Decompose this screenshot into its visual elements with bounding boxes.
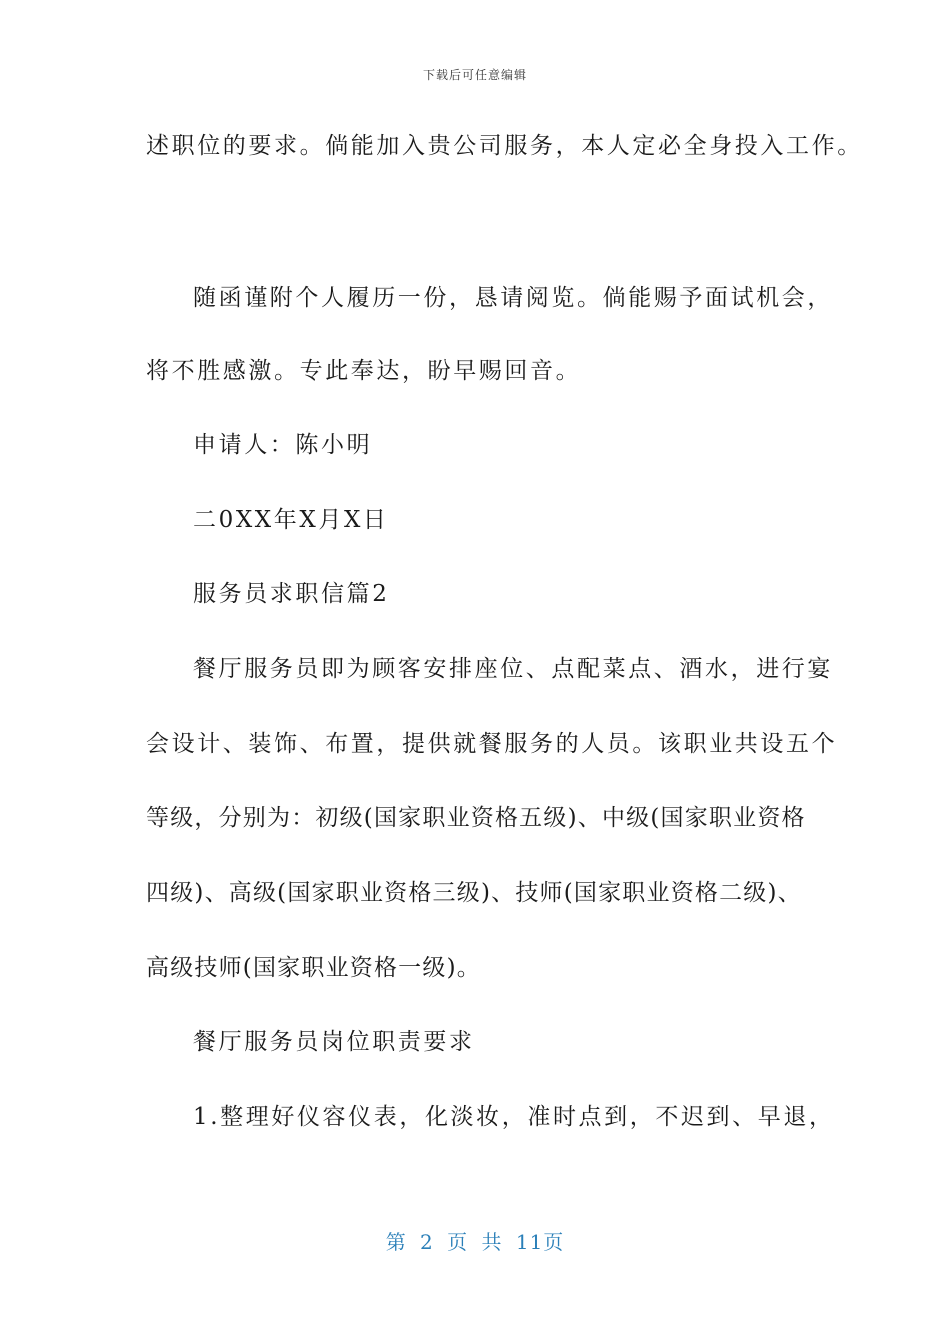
applicant-line: 申请人：陈小明: [193, 432, 373, 458]
page-number-footer: 第 2 页 共 11页: [385, 1230, 565, 1254]
page-header: 下载后可任意编辑: [422, 68, 527, 82]
body-line-3: 将不胜感激。专此奉达，盼早赐回音。: [146, 358, 582, 384]
body-line-7: 餐厅服务员即为顾客安排座位、点配菜点、酒水，进行宴: [193, 656, 833, 682]
body-line-2: 随函谨附个人履历一份，恳请阅览。倘能赐予面试机会，: [193, 285, 833, 311]
section-heading: 服务员求职信篇2: [193, 581, 390, 607]
body-line-10: 四级)、高级(国家职业资格三级)、技师(国家职业资格二级)、: [146, 880, 802, 906]
body-line-11: 高级技师(国家职业资格一级)。: [146, 955, 481, 981]
list-item-1: 1.整理好仪容仪表，化淡妆，准时点到，不迟到、早退，: [193, 1104, 835, 1130]
body-line-1: 述职位的要求。倘能加入贵公司服务，本人定必全身投入工作。: [146, 133, 863, 159]
subsection-heading: 餐厅服务员岗位职责要求: [193, 1029, 475, 1055]
date-line: 二0XX年X月X日: [193, 507, 389, 533]
body-line-8: 会设计、装饰、布置，提供就餐服务的人员。该职业共设五个: [146, 731, 838, 757]
body-line-9: 等级，分别为：初级(国家职业资格五级)、中级(国家职业资格: [146, 805, 806, 831]
